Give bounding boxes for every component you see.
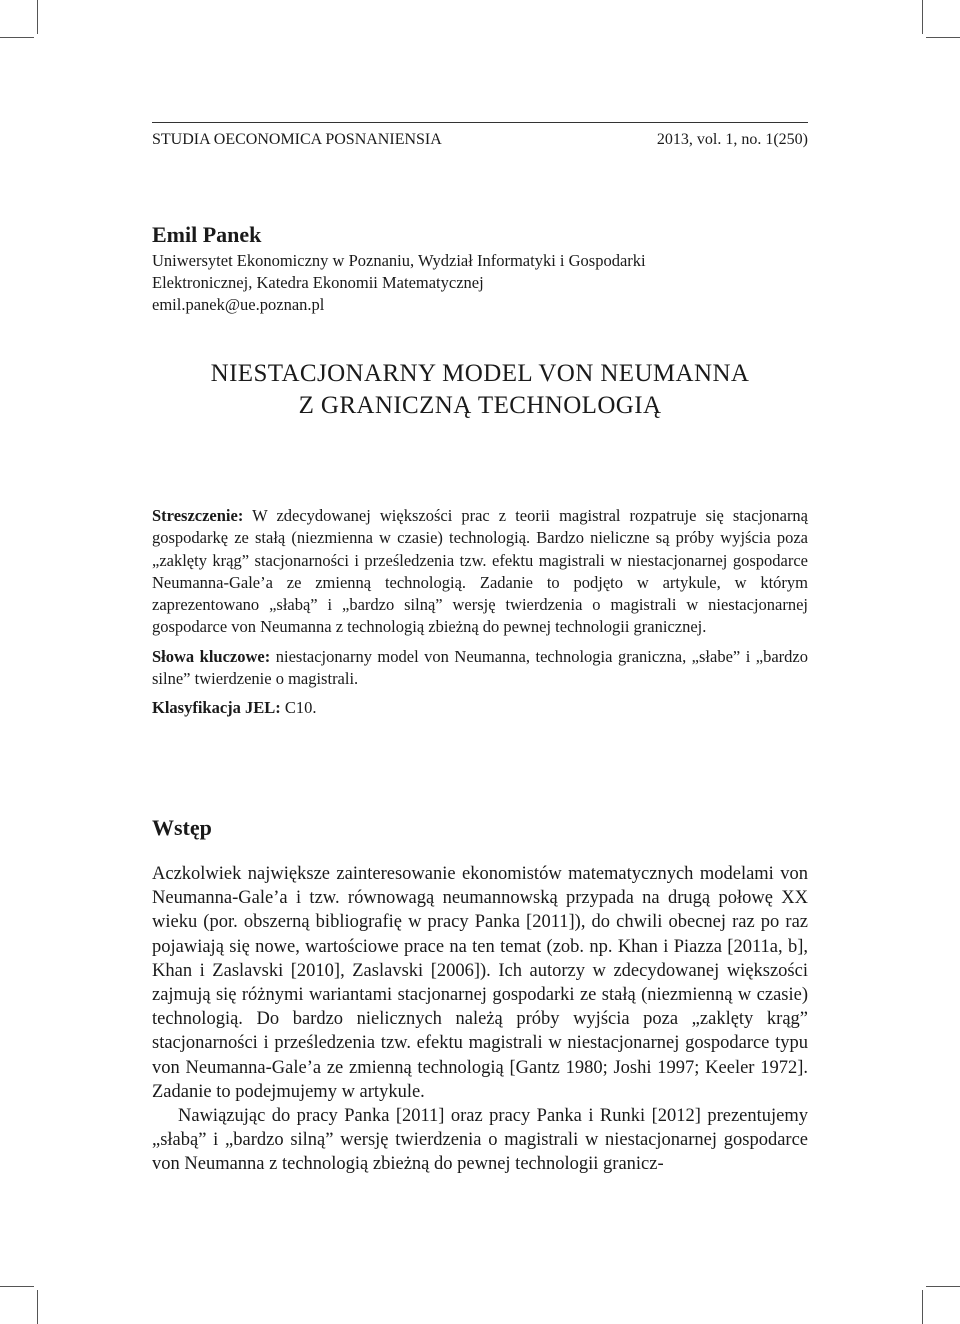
body-paragraph-2: Nawiązując do pracy Panka [2011] oraz pracy Panka i Runki [2012] prezentujemy „słabą” i „bardzo silną” wersję twierdzenia o magistrali w niestacjonarnej gospodarce von Neumanna z technologią zbieżną do pewnej technologii granicz- xyxy=(152,1106,808,1175)
crop-mark-top-left xyxy=(0,37,34,38)
journal-name: STUDIA OECONOMICA POSNANIENSIA xyxy=(152,131,442,148)
jel-text: C10. xyxy=(284,698,317,718)
author-email: emil.panek@ue.poznan.pl xyxy=(152,295,325,314)
abstract-block xyxy=(152,505,808,727)
affiliation-line-1: Uniwersytet Ekonomiczny w Poznaniu, Wydział Informatyki i Gospodarki xyxy=(152,251,646,270)
body-paragraph-1: Aczkolwiek największe zainteresowanie ekonomistów matematycznych modelami von Neumanna-Gale’a i tzw. równowagą neumannowską przypada na drugą połowę XX wieku (por. obszerną bibliografię w pracy Panka [2011]), do chwili obecnej raz po raz pojawiają się nowe, wartościowe prace na ten temat (zob. np. Khan i Piazza [2011a, b], Khan i Zaslavski [2010], Zaslavski [2006]). Ich autorzy w zdecydowanej większości zajmują się różnymi wariantami stacjonarnej gospodarki ze stałą (niezmienną w czasie) technologią. Do bardzo nielicznych należą próby wyjścia poza „zaklęty krąg” stacjonarności i prześledzenia tzw. efektu magistrali w niestacjonarnej gospodarce typu von Neumanna-Gale’a ze zmienną technologią [Gantz 1980; Joshi 1997; Keeler 1972]. Zadanie to podejmujemy w artykule. xyxy=(152,864,808,1102)
keywords-label: Słowa kluczowe: xyxy=(152,646,271,666)
article-title xyxy=(152,358,808,422)
jel-paragraph xyxy=(152,697,808,719)
keywords-text: niestacjonarny model von Neumanna, technologia graniczna, „słabe” i „bardzo silne” twierdzenie o magistrali. xyxy=(152,646,809,689)
issue-info: 2013, vol. 1, no. 1(250) xyxy=(656,131,808,148)
author-name: Emil Panek xyxy=(152,222,262,247)
keywords-paragraph xyxy=(152,646,808,691)
author-block xyxy=(152,222,808,316)
crop-mark-top-right xyxy=(922,0,923,34)
running-head xyxy=(152,122,808,149)
crop-mark-bottom-left xyxy=(0,1286,34,1287)
crop-mark-bottom-left xyxy=(37,1290,38,1324)
abstract-text: W zdecydowanej większości prac z teorii magistral rozpatruje się stacjonarną gospodarkę ze stałą (niezmienna w czasie) technologią. Bardzo nieliczne są próby wyjścia poza „zaklęty krąg” stacjonarności i prześledzenia tzw. efektu magistrali w niestacjonarnej gospodarce Neumanna-Gale’a ze zmienną technologią. Zadanie to podjęto w artykule, w którym zaprezentowano „słabą” i „bardzo silną” wersję twierdzenia o magistrali w niestacjonarnej gospodarce von Neumanna z technologią zbieżną do pewnej technologii granicznej. xyxy=(152,506,809,637)
crop-mark-top-right xyxy=(926,37,960,38)
title-line-2: Z GRANICZNĄ TECHNOLOGIĄ xyxy=(298,392,662,419)
section-heading: Wstęp xyxy=(152,815,212,840)
abstract-label: Streszczenie: xyxy=(152,506,244,525)
jel-label: Klasyfikacja JEL: xyxy=(152,698,281,718)
section-body xyxy=(152,862,808,1177)
affiliation-line-2: Elektronicznej, Katedra Ekonomii Matematycznej xyxy=(152,273,484,292)
crop-mark-bottom-right xyxy=(922,1290,923,1324)
crop-mark-bottom-right xyxy=(926,1286,960,1287)
crop-mark-top-left xyxy=(37,0,38,34)
title-line-1: NIESTACJONARNY MODEL VON NEUMANNA xyxy=(210,360,750,387)
abstract-paragraph xyxy=(152,505,808,639)
